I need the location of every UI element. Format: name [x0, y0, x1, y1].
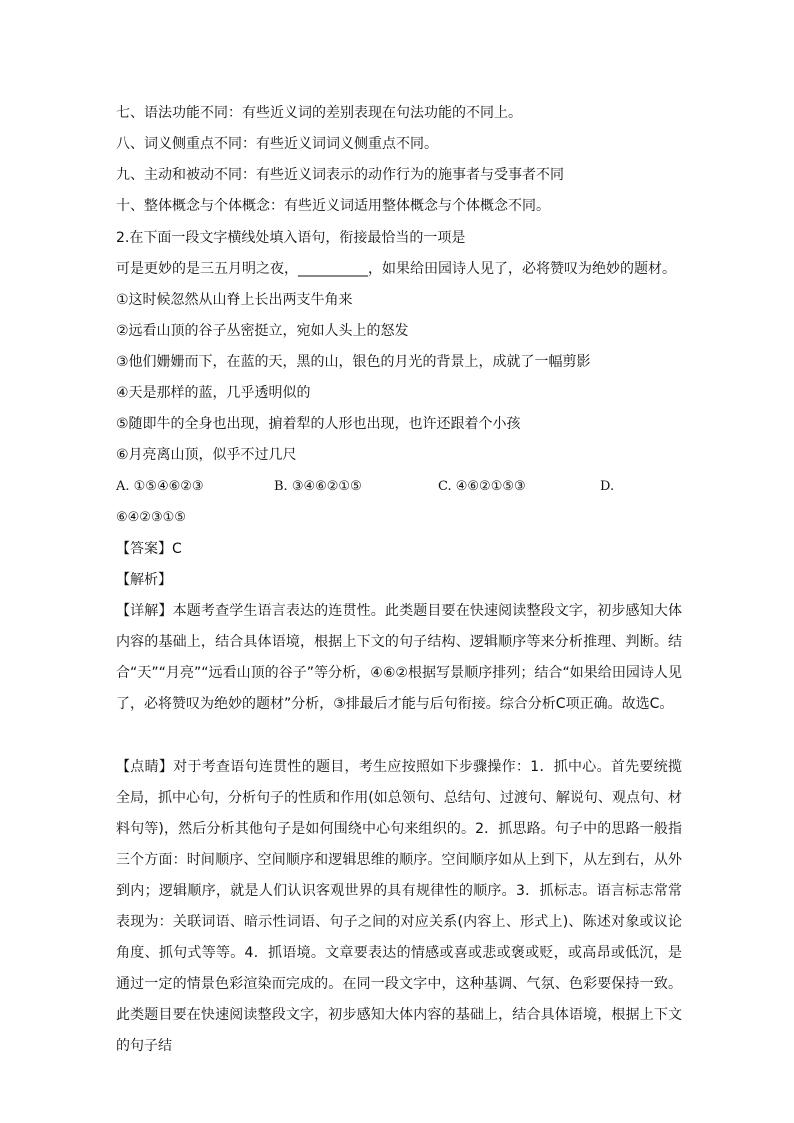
analysis-tip: 【点睛】对于考查语句连贯性的题目，考生应按照如下步骤操作：1．抓中心。首先要统揽全局，抓中心句，分析句子的性质和作用(如总领句、总结句、过渡句、解说句、观点句、材料句等)，然后分析其他句子是如何围绕中心句来组织的。2．抓思路。句子中的思路一般指三个方面：时间顺序、空间顺序和逻辑思维的顺序。空间顺序如从上到下，从左到右，从外到内；逻辑顺序，就是人们认识客观世界的具有规律性的顺序。3．抓标志。语言标志常常表现为：关联词语、暗示性词语、句子之间的对应关系(内容上、形式上)、陈述对象或议论角度、抓句式等等。4．抓语境。文章要表达的情感或喜或悲或褒或贬，或高昂或低沉，是通过一定的情景色彩渲染而完成的。在同一段文字中，这种基调、气氛、色彩要保持一致。此类题目要在快速阅读整段文字，初步感知大体内容的基础上，结合具体语境，根据上下文的句子结	[116, 759, 682, 1054]
analysis-detail: 【详解】本题考查学生语言表达的连贯性。此类题目要在快速阅读整段文字，初步感知大体内容的基础上，结合具体语境，根据上下文的句子结构、逻辑顺序等来分析推理、判断。结合“天”“月亮”“远看山顶的谷子”等分析，④⑥②根据写景顺序排列；结合“如果给田园诗人见了，必将赞叹为绝妙的题材”分析，③排最后才能与后句衔接。综合分析C项正确。故选C。	[116, 603, 682, 712]
analysis-heading: 【解析】	[116, 572, 172, 588]
sentence-3: ③他们姗姗而下，在蓝的天，黑的山，银色的月光的背景上，成就了一幅剪影	[116, 354, 591, 370]
intro-line-7: 七、语法功能不同：有些近义词的差别表现在句法功能的不同上。	[116, 105, 522, 121]
answer-label: 【答案】C	[116, 541, 182, 557]
sentence-4: ④天是那样的蓝，几乎透明似的	[116, 385, 311, 401]
question-stem: 2.在下面一段文字横线处填入语句，衔接最恰当的一项是	[116, 230, 466, 246]
intro-line-10: 十、整体概念与个体概念：有些近义词适用整体概念与个体概念不同。	[116, 198, 550, 214]
sentence-5: ⑤随即牛的全身也出现，掮着犁的人形也出现，也许还跟着个小孩	[116, 416, 521, 432]
option-d-value: ⑥④②③①⑤	[116, 510, 186, 525]
sentence-1: ①这时候忽然从山脊上长出两支牛角来	[116, 292, 353, 308]
intro-line-8: 八、词义侧重点不同：有些近义词词义侧重点不同。	[116, 136, 438, 152]
question-passage: 可是更妙的是三五月明之夜，__________，如果给田园诗人见了，必将赞叹为绝妙的题材。	[116, 261, 676, 277]
option-d: D.	[600, 479, 615, 494]
sentence-6: ⑥月亮离山顶，似乎不过几尺	[116, 447, 297, 463]
option-b: B. ③④⑥②①⑤	[274, 479, 362, 494]
sentence-2: ②远看山顶的谷子丛密挺立，宛如人头上的怒发	[116, 323, 409, 339]
option-a: A. ①⑤④⑥②③	[116, 479, 204, 494]
intro-line-9: 九、主动和被动不同：有些近义词表示的动作行为的施事者与受事者不同	[116, 167, 564, 183]
option-c: C. ④⑥②①⑤③	[438, 479, 526, 494]
